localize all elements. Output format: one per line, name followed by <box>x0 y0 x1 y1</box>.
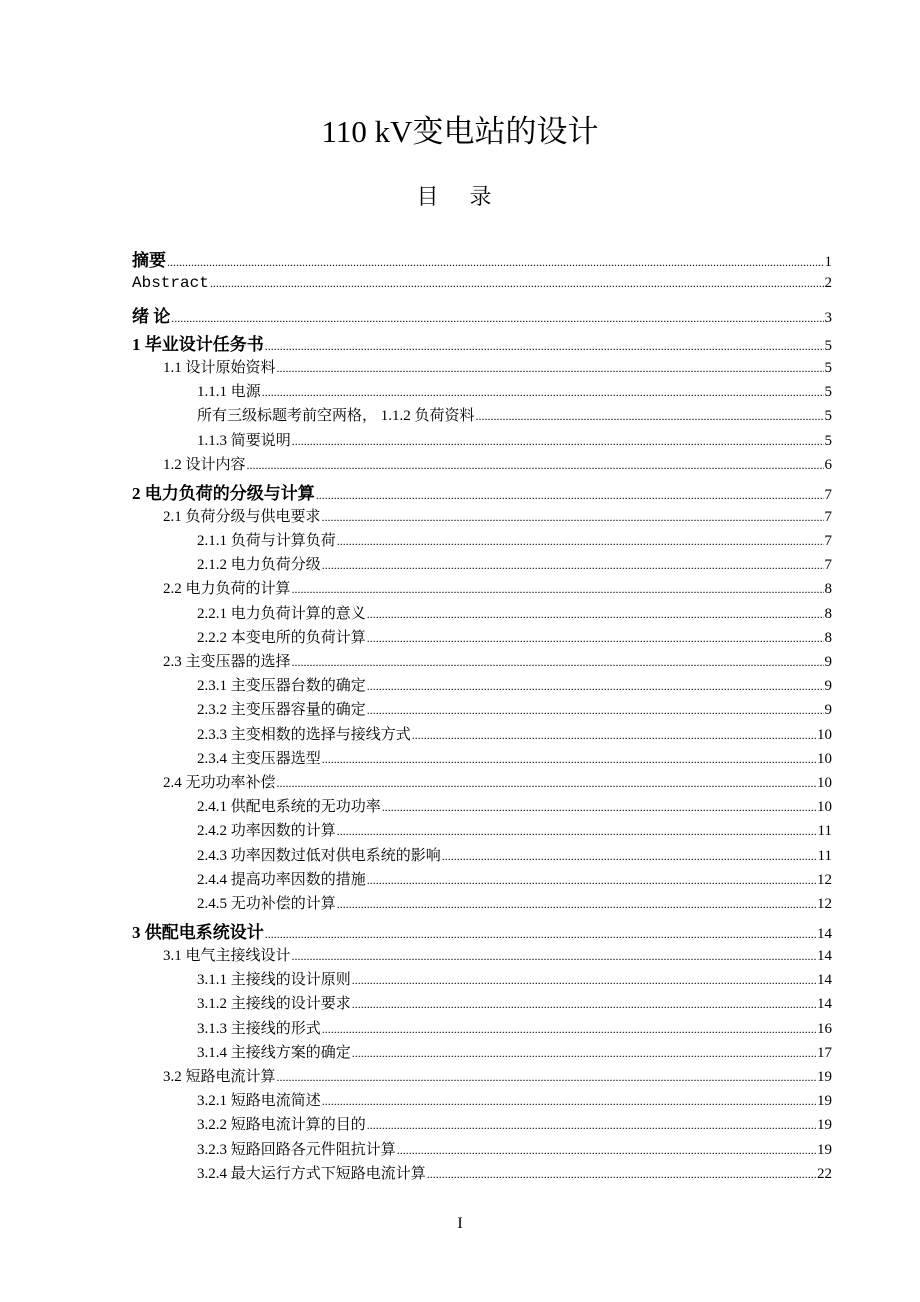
toc-entry-page: 12 <box>817 871 832 888</box>
toc-entry[interactable] <box>163 771 832 792</box>
toc-entry-page: 1 <box>824 254 832 270</box>
toc-leader-dots <box>316 488 824 503</box>
toc-entry[interactable] <box>197 602 832 623</box>
toc-entry[interactable] <box>197 1041 832 1062</box>
toc-entry-page: 5 <box>824 384 832 401</box>
toc-leader-dots <box>292 582 824 597</box>
toc-entry-page: 5 <box>824 432 832 449</box>
toc-entry-page: 8 <box>824 605 832 622</box>
toc-leader-dots <box>277 1070 816 1085</box>
toc-entry-page: 8 <box>824 629 832 646</box>
toc-entry-label: 2.4.4 提高功率因数的措施 <box>197 871 366 888</box>
toc-entry-label: 1.1.1 电源 <box>197 384 261 401</box>
toc-entry-page: 9 <box>824 654 832 670</box>
toc-entry[interactable] <box>132 918 832 943</box>
toc-entry-label: 2.2 电力负荷的计算 <box>163 581 291 598</box>
toc-leader-dots <box>265 927 816 942</box>
toc-entry[interactable] <box>197 553 832 574</box>
toc-leader-dots <box>367 607 824 622</box>
toc-leader-dots <box>352 973 816 988</box>
toc-leader-dots <box>322 1022 816 1037</box>
toc-leader-dots <box>262 385 824 400</box>
toc-entry-page: 10 <box>817 750 832 767</box>
toc-leader-dots <box>367 631 824 646</box>
toc-entry[interactable] <box>197 819 832 840</box>
toc-entry[interactable] <box>132 246 832 271</box>
toc-entry-label: 2.1.2 电力负荷分级 <box>197 557 321 574</box>
toc-entry[interactable] <box>197 723 832 744</box>
toc-entry-label: 3.2.2 短路电流计算的目的 <box>197 1117 366 1134</box>
toc-entry-label: 1.1.3 简要说明 <box>197 432 291 449</box>
toc-entry-page: 2 <box>824 275 832 291</box>
toc-entry[interactable] <box>197 992 832 1013</box>
toc-entry-label: 3.1 电气主接线设计 <box>163 948 291 964</box>
toc-entry[interactable] <box>197 698 832 719</box>
toc-entry-page: 7 <box>824 557 832 574</box>
toc-entry-page: 7 <box>824 533 832 549</box>
toc-entry-page: 19 <box>817 1093 832 1110</box>
toc-entry-page: 19 <box>817 1141 832 1158</box>
toc-entry-label: 3.2 短路电流计算 <box>163 1069 276 1085</box>
toc-leader-dots <box>367 873 816 888</box>
toc-leader-dots <box>265 339 824 354</box>
toc-entry-page: 19 <box>817 1069 832 1085</box>
toc-leader-dots <box>367 1118 816 1133</box>
toc-entry-page: 11 <box>817 823 832 840</box>
toc-leader-dots <box>427 1167 816 1182</box>
toc-leader-dots <box>167 255 824 270</box>
toc-entry-page: 10 <box>817 775 832 791</box>
toc-leader-dots <box>322 752 816 767</box>
toc-leader-dots <box>322 558 824 573</box>
toc-entry[interactable] <box>197 1162 832 1183</box>
toc-entry-label: 2.4.2 功率因数的计算 <box>197 823 336 840</box>
toc-entry-page: 17 <box>817 1044 832 1061</box>
toc-heading: 目 录 <box>416 185 504 210</box>
toc-entry-label: 3.1.2 主接线的设计要求 <box>197 996 351 1013</box>
toc-leader-dots <box>210 276 824 291</box>
toc-entry-page: 9 <box>824 702 832 719</box>
toc-entry-page: 14 <box>817 926 832 942</box>
toc-entry-label: 摘要 <box>132 251 166 270</box>
toc-entry-page: 5 <box>824 338 832 354</box>
toc-entry[interactable] <box>197 892 832 913</box>
toc-leader-dots <box>322 510 824 525</box>
toc-entry-label: 3.1.3 主接线的形式 <box>197 1020 321 1037</box>
toc-entry[interactable] <box>197 844 832 865</box>
toc-leader-dots <box>171 311 823 326</box>
toc-entry[interactable] <box>197 1138 832 1159</box>
toc-entry[interactable] <box>197 404 832 425</box>
toc-entry-page: 7 <box>824 508 832 525</box>
toc-entry-label: 2.2.2 本变电所的负荷计算 <box>197 629 366 646</box>
toc-entry-page: 22 <box>817 1165 832 1182</box>
toc-entry[interactable] <box>197 1017 832 1038</box>
toc-entry-label: 1 毕业设计任务书 <box>132 335 264 354</box>
toc-leader-dots <box>412 728 816 743</box>
toc-entry-page: 14 <box>817 972 832 989</box>
toc-leader-dots <box>382 800 816 815</box>
toc-leader-dots <box>277 776 816 791</box>
toc-entry[interactable] <box>163 650 832 671</box>
toc-entry-label: 绪 论 <box>132 307 171 326</box>
toc-entry[interactable] <box>132 274 832 292</box>
toc-entry-label: 2.3 主变压器的选择 <box>163 654 291 670</box>
toc-entry-page: 9 <box>824 678 832 695</box>
toc-entry-label: 2.4 无功功率补偿 <box>163 775 276 791</box>
toc-entry-page: 7 <box>824 486 832 503</box>
toc-entry[interactable] <box>197 429 832 450</box>
toc-entry-page: 3 <box>824 310 832 326</box>
toc-leader-dots <box>367 679 824 694</box>
toc-leader-dots <box>397 1143 816 1158</box>
toc-leader-dots <box>277 361 824 376</box>
toc-entry-label: 2.1.1 负荷与计算负荷 <box>197 533 336 549</box>
toc-entry-label: 2.3.1 主变压器台数的确定 <box>197 678 366 695</box>
toc-entry[interactable] <box>197 380 832 401</box>
toc-entry[interactable] <box>197 626 832 647</box>
toc-entry[interactable] <box>163 356 832 377</box>
toc-leader-dots <box>442 849 817 864</box>
toc-entry-label: 3 供配电系统设计 <box>132 923 264 942</box>
toc-entry-label: 2.3.4 主变压器选型 <box>197 750 321 767</box>
toc-entry[interactable] <box>132 330 832 355</box>
toc-entry-label: 1.1 设计原始资料 <box>163 360 276 376</box>
toc-leader-dots <box>292 949 816 964</box>
toc-entry-label: 1.2 设计内容 <box>163 456 246 473</box>
toc-entry-label: 3.1.4 主接线方案的确定 <box>197 1044 351 1061</box>
toc-entry-page: 16 <box>817 1020 832 1037</box>
toc-entry-label: 3.1.1 主接线的设计原则 <box>197 972 351 989</box>
toc-entry-page: 14 <box>817 996 832 1013</box>
toc-leader-dots <box>337 897 816 912</box>
toc-entry-label: Abstract <box>132 274 209 292</box>
toc-entry-page: 6 <box>824 456 832 473</box>
toc-entry-label: 2.4.3 功率因数过低对供电系统的影响 <box>197 847 441 864</box>
toc-leader-dots <box>337 824 817 839</box>
toc-entry-label: 3.2.3 短路回路各元件阻抗计算 <box>197 1141 396 1158</box>
toc-entry[interactable] <box>163 577 832 598</box>
toc-entry[interactable] <box>163 505 832 526</box>
toc-entry[interactable] <box>163 944 832 965</box>
toc-entry-page: 12 <box>817 896 832 912</box>
toc-leader-dots <box>476 409 824 424</box>
toc-entry-label: 2.1 负荷分级与供电要求 <box>163 508 321 525</box>
toc-entry[interactable] <box>132 479 832 504</box>
toc-entry-label: 3.2.1 短路电流简述 <box>197 1093 321 1110</box>
toc-entry-page: 5 <box>824 408 832 425</box>
toc-entry-label: 2 电力负荷的分级与计算 <box>132 483 315 503</box>
toc-entry-page: 10 <box>817 799 832 816</box>
toc-entry-label: 2.3.2 主变压器容量的确定 <box>197 702 366 719</box>
toc-entry[interactable] <box>132 302 832 327</box>
toc-entry-page: 8 <box>824 581 832 598</box>
toc-entry[interactable] <box>197 795 832 816</box>
page-number: I <box>457 1215 463 1232</box>
toc-leader-dots <box>292 655 824 670</box>
toc-leader-dots <box>247 458 824 473</box>
toc-entry-page: 11 <box>817 847 832 864</box>
toc-leader-dots <box>292 434 824 449</box>
toc-entry-page: 10 <box>817 726 832 743</box>
toc-entry-label: 2.4.5 无功补偿的计算 <box>197 896 336 912</box>
toc-entry[interactable] <box>197 868 832 889</box>
toc-entry-label: 2.4.1 供配电系统的无功功率 <box>197 799 381 816</box>
toc-entry[interactable] <box>197 529 832 550</box>
toc-entry-label: 2.3.3 主变相数的选择与接线方式 <box>197 726 411 743</box>
toc-leader-dots <box>367 703 824 718</box>
toc-entry[interactable] <box>163 1065 832 1086</box>
toc-entry[interactable] <box>197 968 832 989</box>
toc-entry-label: 3.2.4 最大运行方式下短路电流计算 <box>197 1165 426 1182</box>
toc-leader-dots <box>337 534 824 549</box>
document-title: 110 kV变电站的设计 <box>321 114 599 149</box>
toc-leader-dots <box>352 1046 816 1061</box>
toc-entry[interactable] <box>197 1113 832 1134</box>
toc-leader-dots <box>352 997 816 1012</box>
toc-entry-label: 所有三级标题考前空两格， 1.1.2 负荷资料 <box>197 408 475 425</box>
toc-entry-page: 19 <box>817 1117 832 1134</box>
toc-entry[interactable] <box>197 1089 832 1110</box>
toc-leader-dots <box>322 1094 816 1109</box>
toc-entry-page: 5 <box>824 360 832 376</box>
toc-entry[interactable] <box>197 674 832 695</box>
toc-entry-page: 14 <box>817 948 832 964</box>
toc-entry[interactable] <box>197 747 832 768</box>
toc-entry-label: 2.2.1 电力负荷计算的意义 <box>197 605 366 622</box>
toc-entry[interactable] <box>163 453 832 474</box>
